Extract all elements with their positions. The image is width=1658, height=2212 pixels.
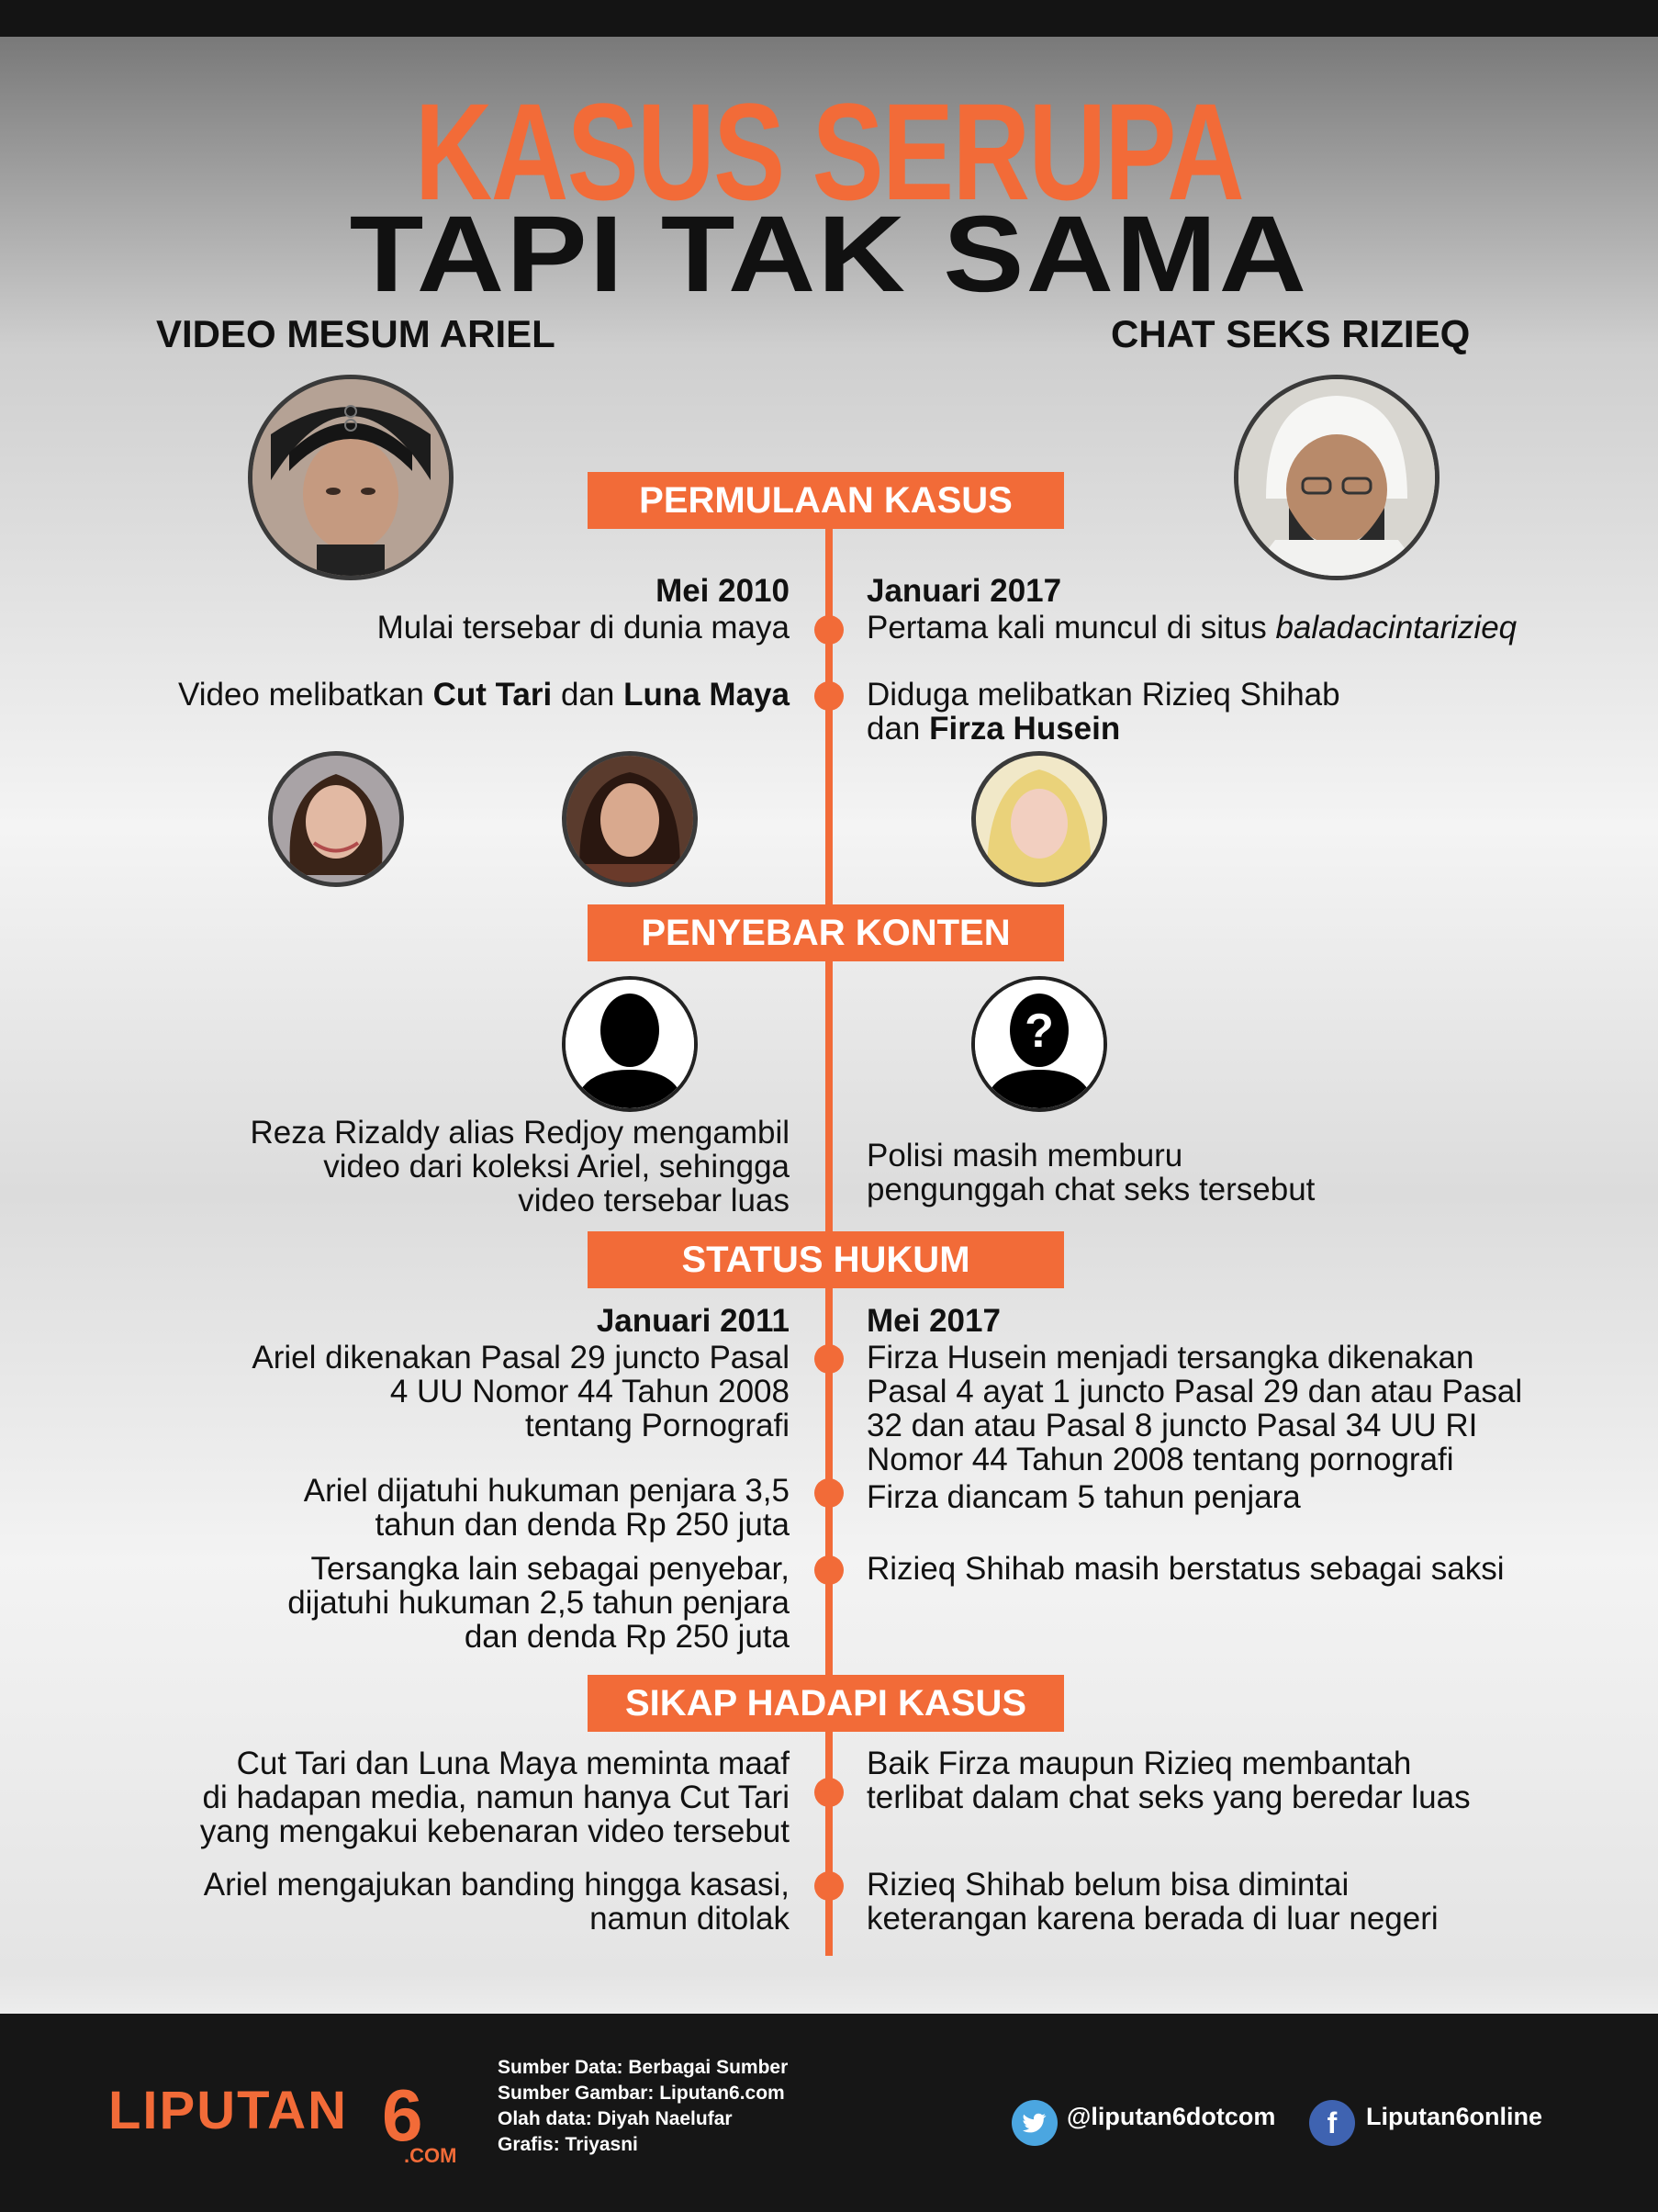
title-line2: TAPI TAK SAMA [349,194,1309,315]
timeline-dot [814,681,844,711]
left-date-1: Mei 2010 [655,573,790,609]
right-stance-1: Baik Firza maupun Rizieq membantah terlibat dalam chat seks yang beredar luas [867,1746,1471,1815]
liputan6-logo-com: .COM [404,2144,457,2167]
liputan6-logo-number: 6 [382,2074,423,2156]
credit-line: Grafis: Triyasni [498,2134,638,2155]
left-stance-2: Ariel mengajukan banding hingga kasasi, namun ditolak [203,1867,790,1937]
firza-husein-photo [971,751,1107,887]
twitter-handle[interactable]: @liputan6dotcom [1067,2103,1276,2130]
left-item-involved: Video melibatkan Cut Tari dan Luna Maya [178,677,790,713]
credit-line: Olah data: Diyah Naelufar [498,2108,733,2129]
right-status-3: Rizieq Shihab masih berstatus sebagai saksi [867,1551,1505,1587]
timeline-dot [814,1778,844,1807]
right-date-2: Mei 2017 [867,1303,1001,1339]
title-line1: KASUS SERUPA [414,74,1244,229]
facebook-handle[interactable]: Liputan6online [1366,2103,1542,2130]
right-item-start: Pertama kali muncul di situs baladacintarizieq [867,610,1518,646]
left-spreader-text: Reza Rizaldy alias Redjoy mengambil video dari koleksi Ariel, sehingga video tersebar luas [250,1115,790,1218]
question-mark-glyph: ? [1025,1005,1054,1058]
right-stance-2: Rizieq Shihab belum bisa dimintai keterangan karena berada di luar negeri [867,1867,1439,1937]
section-permulaan-kasus: PERMULAAN KASUS [588,472,1064,529]
left-stance-1: Cut Tari dan Luna Maya meminta maaf di hadapan media, namun hanya Cut Tari yang mengakui kebenaran video tersebut [199,1746,790,1849]
left-date-2: Januari 2011 [596,1303,790,1339]
left-status-1: Ariel dikenakan Pasal 29 juncto Pasal 4 UU Nomor 44 Tahun 2008 tentang Pornografi [252,1340,790,1443]
ariel-photo [248,375,454,580]
right-status-2: Firza diancam 5 tahun penjara [867,1479,1301,1515]
section-penyebar-konten: PENYEBAR KONTEN [588,904,1064,961]
right-column-heading: CHAT SEKS RIZIEQ [1111,312,1471,355]
credit-line: Sumber Gambar: Liputan6.com [498,2083,785,2104]
timeline-dot [814,615,844,645]
right-item-involved: Diduga melibatkan Rizieq Shihab dan Firza Husein [867,677,1340,747]
timeline-dot [814,1871,844,1901]
timeline-dot [814,1344,844,1374]
section-status-hukum: STATUS HUKUM [588,1231,1064,1288]
left-column-heading: VIDEO MESUM ARIEL [156,312,555,355]
cut-tari-photo [268,751,404,887]
twitter-icon[interactable] [1012,2100,1058,2146]
section-sikap-hadapi-kasus: SIKAP HADAPI KASUS [588,1675,1064,1732]
timeline-dot [814,1478,844,1508]
facebook-icon[interactable]: f [1309,2100,1355,2146]
credit-line: Sumber Data: Berbagai Sumber [498,2057,789,2078]
liputan6-logo: LIPUTAN [108,2081,349,2140]
right-status-1: Firza Husein menjadi tersangka dikenakan Pasal 4 ayat 1 juncto Pasal 29 dan atau Pasal 32 dan atau Pasal 8 juncto Pasal 34 UU RI Nomor 44 Tahun 2008 tentang pornografi [867,1340,1523,1477]
left-item-start: Mulai tersebar di dunia maya [376,610,790,646]
rizieq-photo [1234,375,1440,580]
left-status-2: Ariel dijatuhi hukuman penjara 3,5 tahun dan denda Rp 250 juta [303,1473,790,1543]
person-silhouette-icon [562,976,698,1112]
right-spreader-text: Polisi masih memburu pengunggah chat seks tersebut [867,1138,1316,1207]
top-bar [0,0,1658,37]
right-date-1: Januari 2017 [867,573,1062,609]
left-status-3: Tersangka lain sebagai penyebar, dijatuhi hukuman 2,5 tahun penjara dan denda Rp 250 juta [287,1551,790,1655]
luna-maya-photo [562,751,698,887]
timeline-dot [814,1555,844,1585]
unknown-person-icon [971,976,1107,1112]
